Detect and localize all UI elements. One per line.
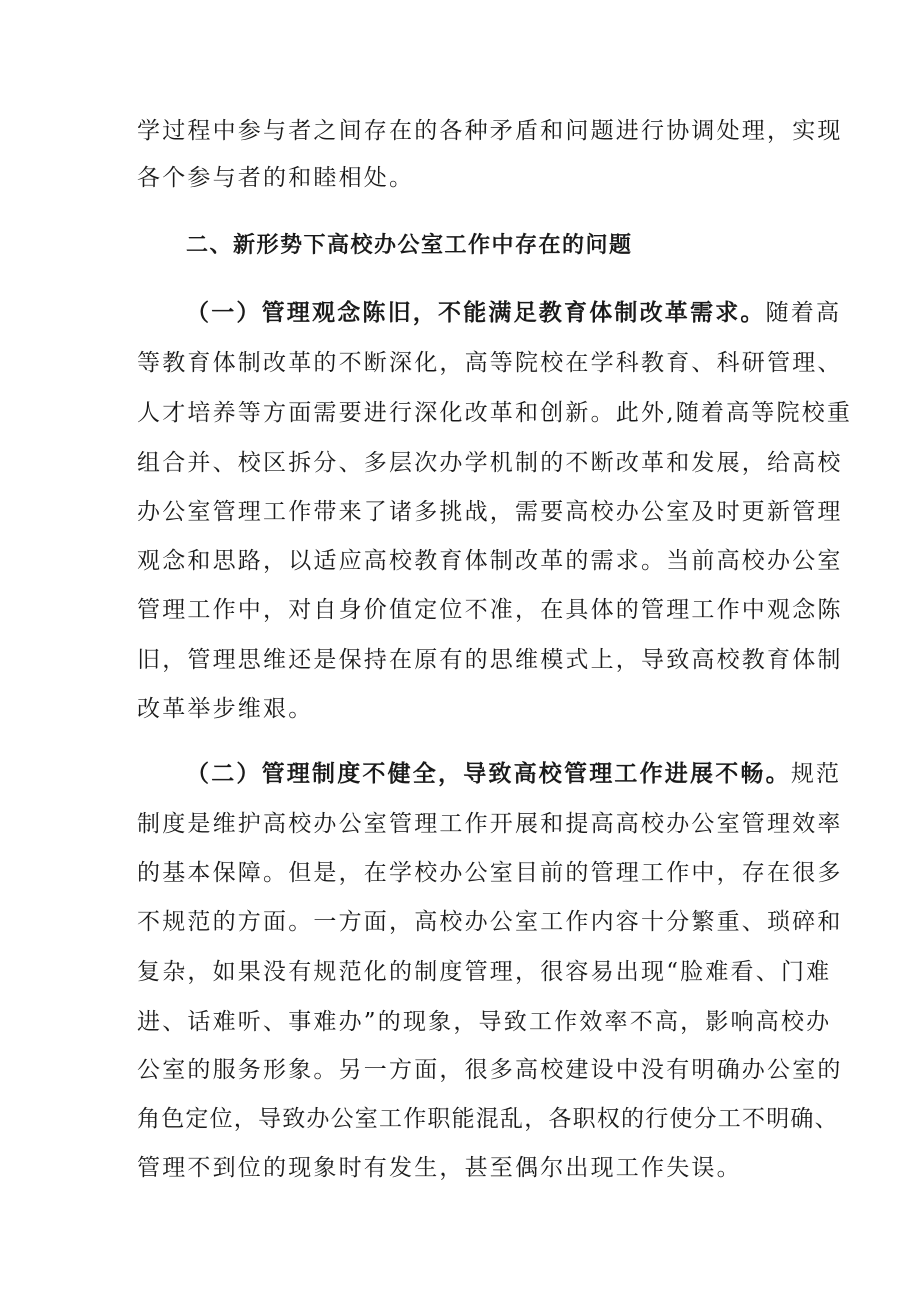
section-heading: 二、新形势下高校办公室工作中存在的问题 xyxy=(186,233,633,258)
item2-first-line xyxy=(186,759,842,789)
text-line: 的基本保障。但是，在学校办公室目前的管理工作中，存在很多 xyxy=(137,860,843,886)
item1-first-line-rest: 随着高 xyxy=(765,300,842,326)
text-line: 等教育体制改革的不断深化，高等院校在学科教育、科研管理、 xyxy=(137,350,843,376)
text-line: 旧，管理思维还是保持在原有的思维模式上，导致高校教育体制 xyxy=(137,647,843,673)
text-line: 办公室管理工作带来了诸多挑战，需要高校办公室及时更新管理 xyxy=(137,499,843,525)
text-line: 制度是维护高校办公室管理工作开展和提高高校办公室管理效率 xyxy=(137,811,843,837)
item1-title: （一）管理观念陈旧，不能满足教育体制改革需求。 xyxy=(186,299,766,326)
text-line: 公室的服务形象。另一方面，很多高校建设中没有明确办公室的 xyxy=(137,1057,843,1083)
text-line: 角色定位，导致办公室工作职能混乱，各职权的行使分工不明确、 xyxy=(137,1106,839,1132)
text-line: 进、话难听、事难办”的现象，导致工作效率不高，影响高校办 xyxy=(137,1009,832,1035)
item2-first-line-rest: 规范 xyxy=(790,761,842,787)
text-line: 观念和思路，以适应高校教育体制改革的需求。当前高校办公室 xyxy=(137,548,843,574)
text-line: 组合并、校区拆分、多层次办学机制的不断改革和发展，给高校 xyxy=(137,450,843,476)
text-line: 改革举步维艰。 xyxy=(137,696,314,722)
item1-first-line xyxy=(186,298,842,328)
text-line: 管理工作中，对自身价值定位不准，在具体的管理工作中观念陈 xyxy=(137,597,843,623)
text-line: 复杂，如果没有规范化的制度管理，很容易出现“脸难看、门难 xyxy=(137,959,832,985)
text-line: 管理不到位的现象时有发生，甚至偶尔出现工作失误。 xyxy=(137,1155,742,1181)
text-line: 人才培养等方面需要进行深化改革和创新。此外,随着高等院校重 xyxy=(137,400,853,426)
item2-title: （二）管理制度不健全，导致高校管理工作进展不畅。 xyxy=(186,760,791,787)
text-line: 学过程中参与者之间存在的各种矛盾和问题进行协调处理，实现 xyxy=(137,118,843,144)
text-line: 各个参与者的和睦相处。 xyxy=(137,165,415,191)
text-line: 不规范的方面。一方面，高校办公室工作内容十分繁重、琐碎和 xyxy=(137,909,843,935)
